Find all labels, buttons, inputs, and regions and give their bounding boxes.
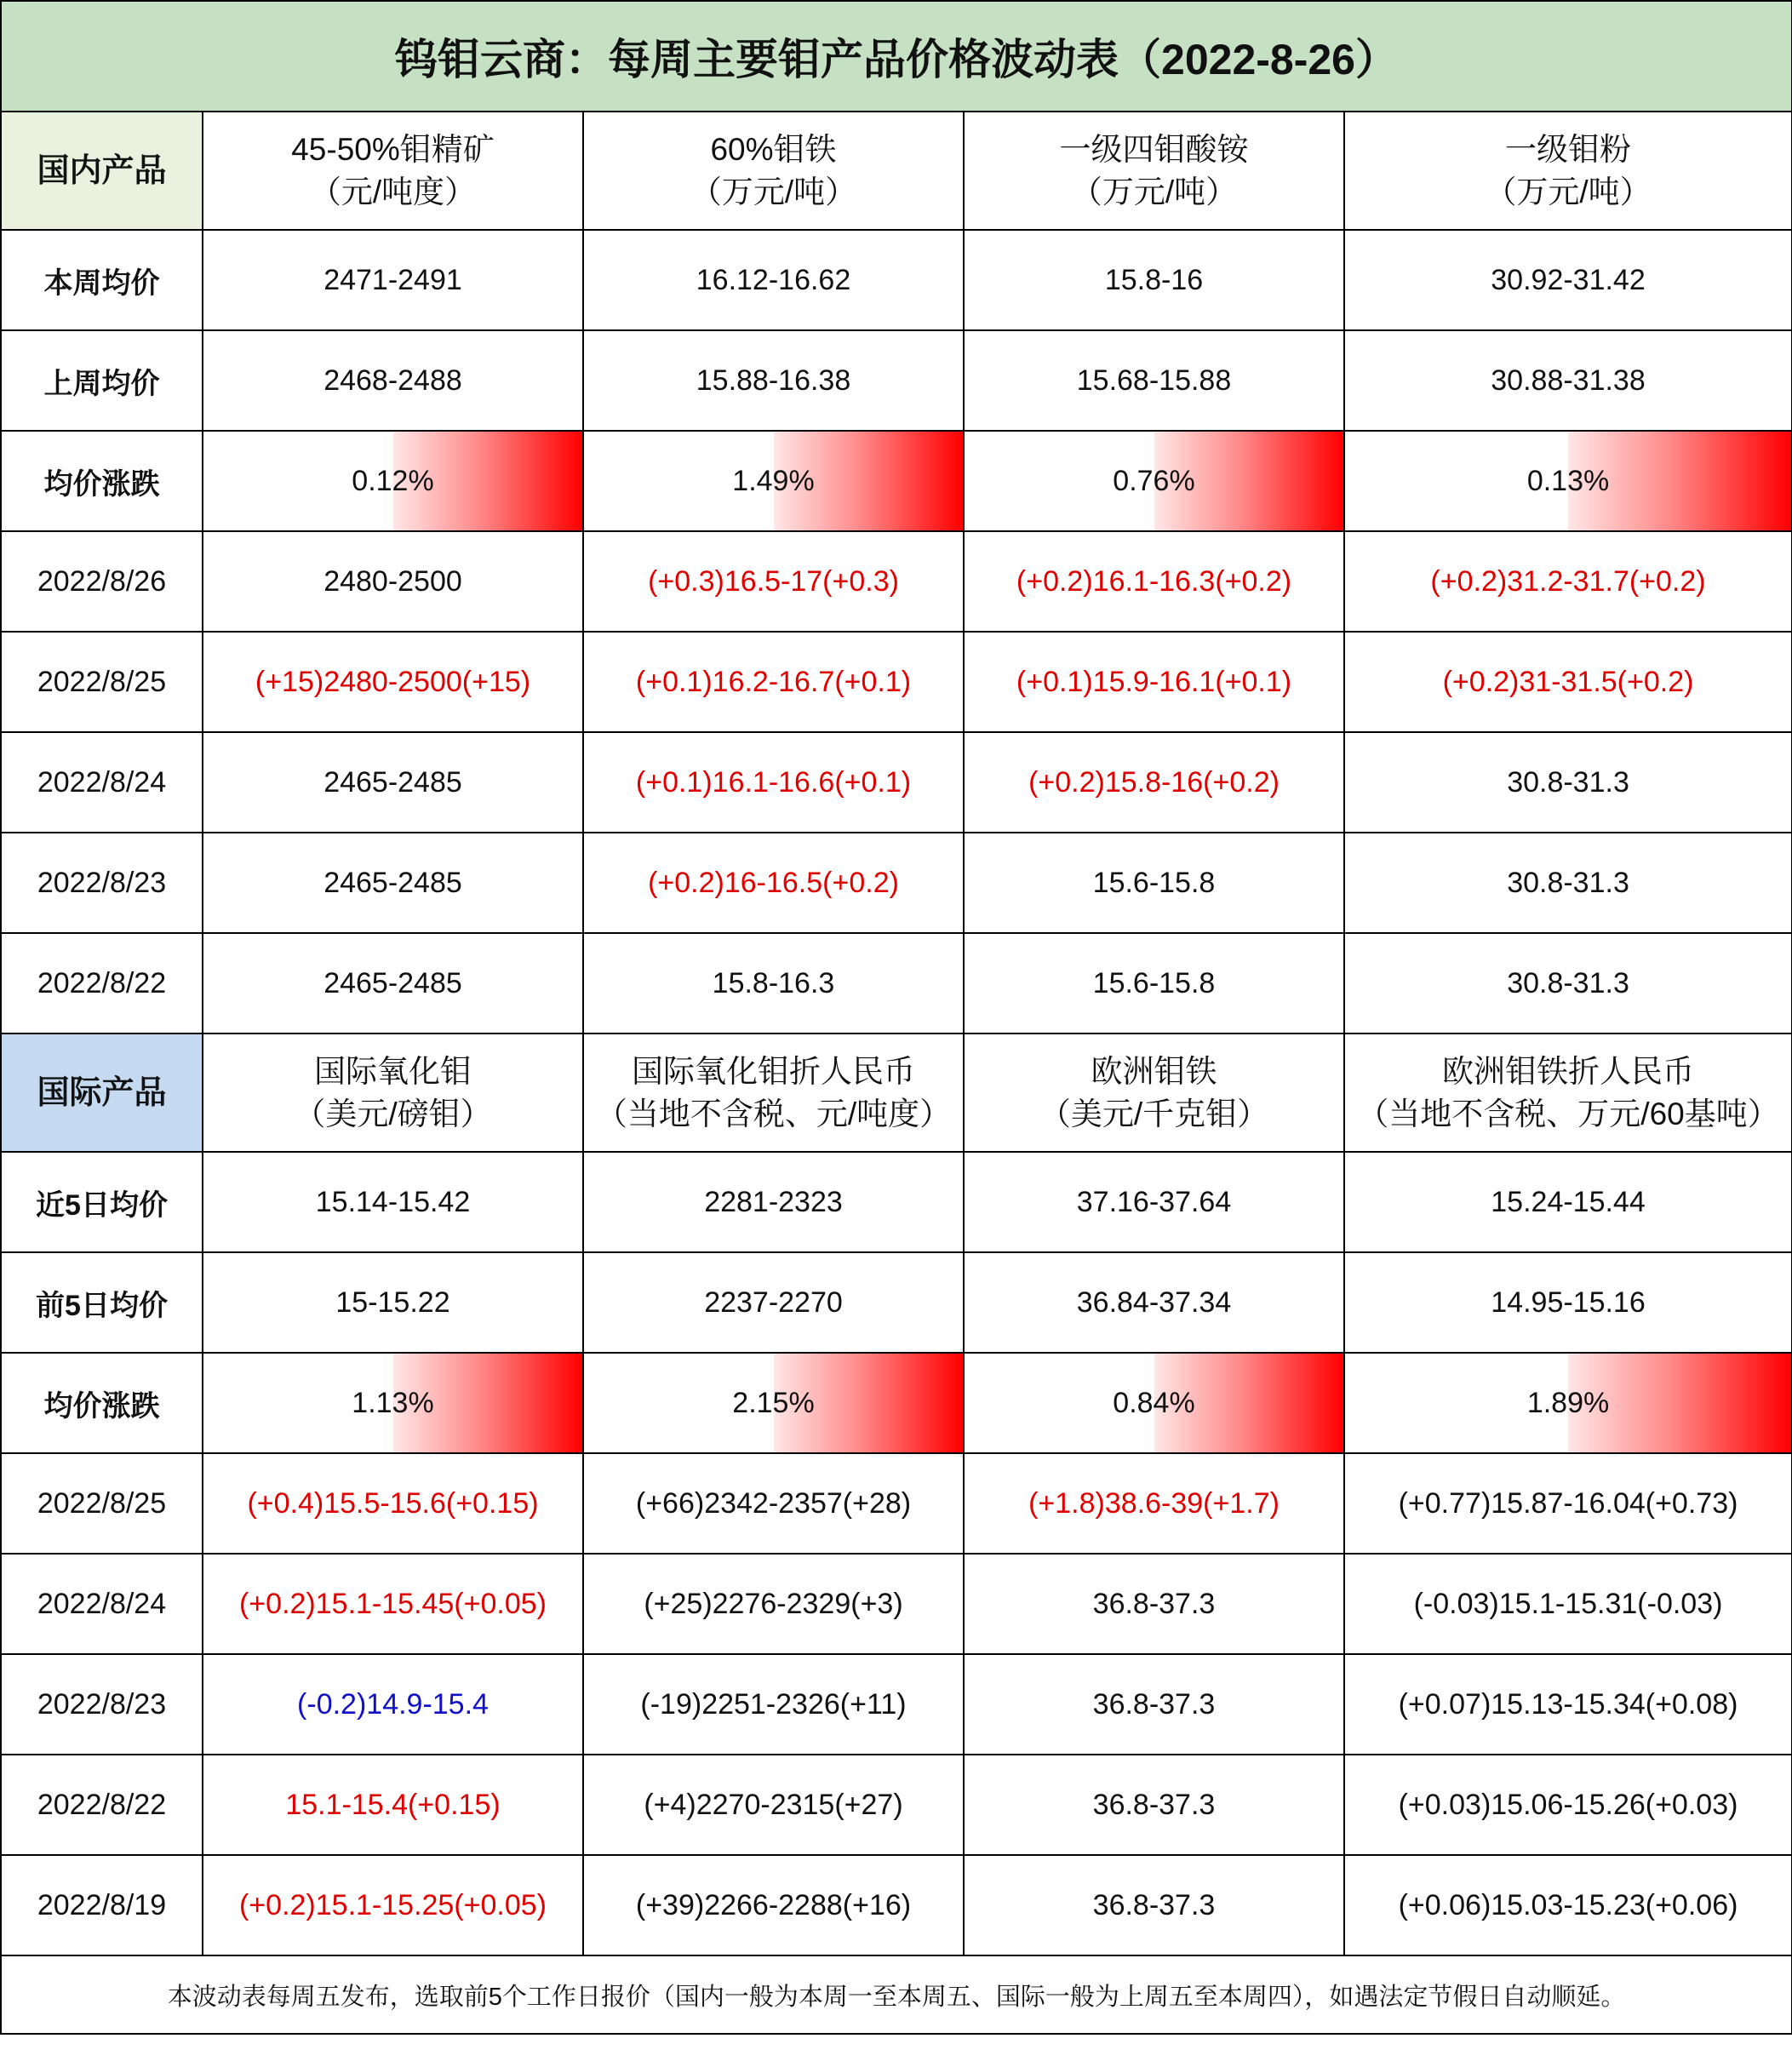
daily-price-cell: 36.8-37.3 [964,1654,1344,1755]
daily-price-cell: (+39)2266-2288(+16) [583,1855,964,1955]
product-unit: （当地不含税、万元/60基吨） [1357,1096,1779,1131]
daily-price-cell: (+0.2)15.8-16(+0.2) [964,732,1344,833]
daily-price-cell: (+25)2276-2329(+3) [583,1554,964,1654]
daily-price-cell: (+0.2)15.1-15.25(+0.05) [203,1855,583,1955]
domestic-product-header [583,112,964,230]
product-name: 国际氧化钼 [314,1053,472,1089]
table-row [1,330,1792,431]
price-cell: 15.68-15.88 [964,330,1344,431]
price-cell: 14.95-15.16 [1344,1252,1792,1353]
table-row [1,1554,1792,1654]
daily-price-cell: (+0.1)15.9-16.1(+0.1) [964,632,1344,732]
daily-price-cell: 15.6-15.8 [964,933,1344,1034]
daily-price-cell: (-0.2)14.9-15.4 [203,1654,583,1755]
price-cell: 15.88-16.38 [583,330,964,431]
daily-price-cell: (+66)2342-2357(+28) [583,1453,964,1554]
product-name: 一级四钼酸铵 [1059,131,1249,167]
change-bar-cell [583,431,964,531]
daily-price-cell: (+0.07)15.13-15.34(+0.08) [1344,1654,1792,1755]
table-row [1,531,1792,632]
daily-price-cell: (-19)2251-2326(+11) [583,1654,964,1755]
date-label: 2022/8/25 [1,632,203,732]
change-bar-cell [1344,1353,1792,1453]
price-cell: 36.84-37.34 [964,1252,1344,1353]
change-bar-cell [203,1353,583,1453]
daily-price-cell: (+0.1)16.2-16.7(+0.1) [583,632,964,732]
daily-price-cell: 30.8-31.3 [1344,933,1792,1034]
table-row [1,1152,1792,1252]
daily-price-cell: 36.8-37.3 [964,1755,1344,1855]
daily-price-cell: (+0.2)15.1-15.45(+0.05) [203,1554,583,1654]
product-name: 一级钼粉 [1505,131,1632,167]
product-name: 45-50%钼精矿 [291,131,495,167]
daily-price-cell: (+1.8)38.6-39(+1.7) [964,1453,1344,1554]
product-unit: （美元/千克钼） [1039,1096,1269,1131]
product-unit: （元/吨度） [309,174,477,209]
date-label: 2022/8/19 [1,1855,203,1955]
table-row [1,732,1792,833]
domestic-product-header [1344,112,1792,230]
row-label-recent-5-days: 近5日均价 [1,1152,203,1252]
date-label: 2022/8/24 [1,732,203,833]
date-label: 2022/8/23 [1,833,203,933]
row-label-change: 均价涨跌 [1,431,203,531]
product-unit: （美元/磅钼） [294,1096,492,1131]
international-product-header [203,1034,583,1152]
change-bar-cell [583,1353,964,1453]
domestic-section-label: 国内产品 [1,112,203,230]
change-value: 1.13% [352,1386,434,1419]
product-name: 国际氧化钼折人民币 [632,1053,915,1089]
row-label-change: 均价涨跌 [1,1353,203,1453]
daily-price-cell: (+4)2270-2315(+27) [583,1755,964,1855]
footnote: 本波动表每周五发布，选取前5个工作日报价（国内一般为本周一至本周五、国际一般为上周五至本周四），如遇法定节假日自动顺延。 [1,1955,1792,2034]
daily-price-cell: (+0.03)15.06-15.26(+0.03) [1344,1755,1792,1855]
international-product-header [1344,1034,1792,1152]
change-value: 1.49% [732,464,815,497]
daily-price-cell: 15.1-15.4(+0.15) [203,1755,583,1855]
price-cell: 2281-2323 [583,1152,964,1252]
daily-price-cell: 15.6-15.8 [964,833,1344,933]
daily-price-cell: 15.8-16.3 [583,933,964,1034]
daily-price-cell: 2465-2485 [203,933,583,1034]
price-cell: 2237-2270 [583,1252,964,1353]
table-row [1,1252,1792,1353]
date-label: 2022/8/22 [1,1755,203,1855]
date-label: 2022/8/26 [1,531,203,632]
price-cell: 2471-2491 [203,230,583,330]
product-unit: （万元/吨） [690,174,857,209]
table-row [1,1755,1792,1855]
product-unit: （万元/吨） [1485,174,1652,209]
change-value: 2.15% [732,1386,815,1419]
daily-price-cell: (+0.2)16-16.5(+0.2) [583,833,964,933]
change-bar-cell [964,431,1344,531]
table-row [1,1353,1792,1453]
daily-price-cell: (+0.1)16.1-16.6(+0.1) [583,732,964,833]
row-label-last-week: 上周均价 [1,330,203,431]
daily-price-cell: (-0.03)15.1-15.31(-0.03) [1344,1554,1792,1654]
price-cell: 30.88-31.38 [1344,330,1792,431]
daily-price-cell: 2480-2500 [203,531,583,632]
price-cell: 15-15.22 [203,1252,583,1353]
daily-price-cell: 30.8-31.3 [1344,833,1792,933]
daily-price-cell: (+0.2)16.1-16.3(+0.2) [964,531,1344,632]
domestic-product-header [964,112,1344,230]
price-cell: 15.14-15.42 [203,1152,583,1252]
daily-price-cell: 30.8-31.3 [1344,732,1792,833]
product-name: 欧洲钼铁折人民币 [1442,1053,1695,1089]
change-value: 0.13% [1526,464,1610,497]
date-label: 2022/8/22 [1,933,203,1034]
domestic-product-header [203,112,583,230]
product-unit: （万元/吨） [1070,174,1238,209]
change-bar-cell [1344,431,1792,531]
table-row [1,1855,1792,1955]
change-value: 0.12% [352,464,434,497]
price-cell: 15.8-16 [964,230,1344,330]
daily-price-cell: (+0.2)31.2-31.7(+0.2) [1344,531,1792,632]
date-label: 2022/8/23 [1,1654,203,1755]
table-row [1,833,1792,933]
table-row [1,230,1792,330]
daily-price-cell: 36.8-37.3 [964,1855,1344,1955]
daily-price-cell: 36.8-37.3 [964,1554,1344,1654]
daily-price-cell: 2465-2485 [203,732,583,833]
table-row [1,1453,1792,1554]
table-row [1,431,1792,531]
daily-price-cell: (+0.4)15.5-15.6(+0.15) [203,1453,583,1554]
table-row [1,632,1792,732]
price-cell: 30.92-31.42 [1344,230,1792,330]
table-row [1,933,1792,1034]
daily-price-cell: (+15)2480-2500(+15) [203,632,583,732]
price-cell: 2468-2488 [203,330,583,431]
row-label-previous-5-days: 前5日均价 [1,1252,203,1353]
change-value: 0.84% [1113,1386,1195,1419]
price-cell: 15.24-15.44 [1344,1152,1792,1252]
product-unit: （当地不含税、元/吨度） [595,1096,952,1131]
product-name: 欧洲钼铁 [1091,1053,1217,1089]
daily-price-cell: (+0.06)15.03-15.23(+0.06) [1344,1855,1792,1955]
date-label: 2022/8/25 [1,1453,203,1554]
daily-price-cell: 2465-2485 [203,833,583,933]
daily-price-cell: (+0.3)16.5-17(+0.3) [583,531,964,632]
row-label-this-week: 本周均价 [1,230,203,330]
product-name: 60%钼铁 [710,131,837,167]
international-product-header [583,1034,964,1152]
change-bar-cell [964,1353,1344,1453]
table-title: 钨钼云商：每周主要钼产品价格波动表（2022-8-26） [1,1,1792,112]
international-section-label: 国际产品 [1,1034,203,1152]
change-value: 0.76% [1113,464,1195,497]
change-value: 1.89% [1526,1386,1610,1419]
price-cell: 37.16-37.64 [964,1152,1344,1252]
date-label: 2022/8/24 [1,1554,203,1654]
international-product-header [964,1034,1344,1152]
price-cell: 16.12-16.62 [583,230,964,330]
daily-price-cell: (+0.2)31-31.5(+0.2) [1344,632,1792,732]
table-row [1,1654,1792,1755]
daily-price-cell: (+0.77)15.87-16.04(+0.73) [1344,1453,1792,1554]
change-bar-cell [203,431,583,531]
